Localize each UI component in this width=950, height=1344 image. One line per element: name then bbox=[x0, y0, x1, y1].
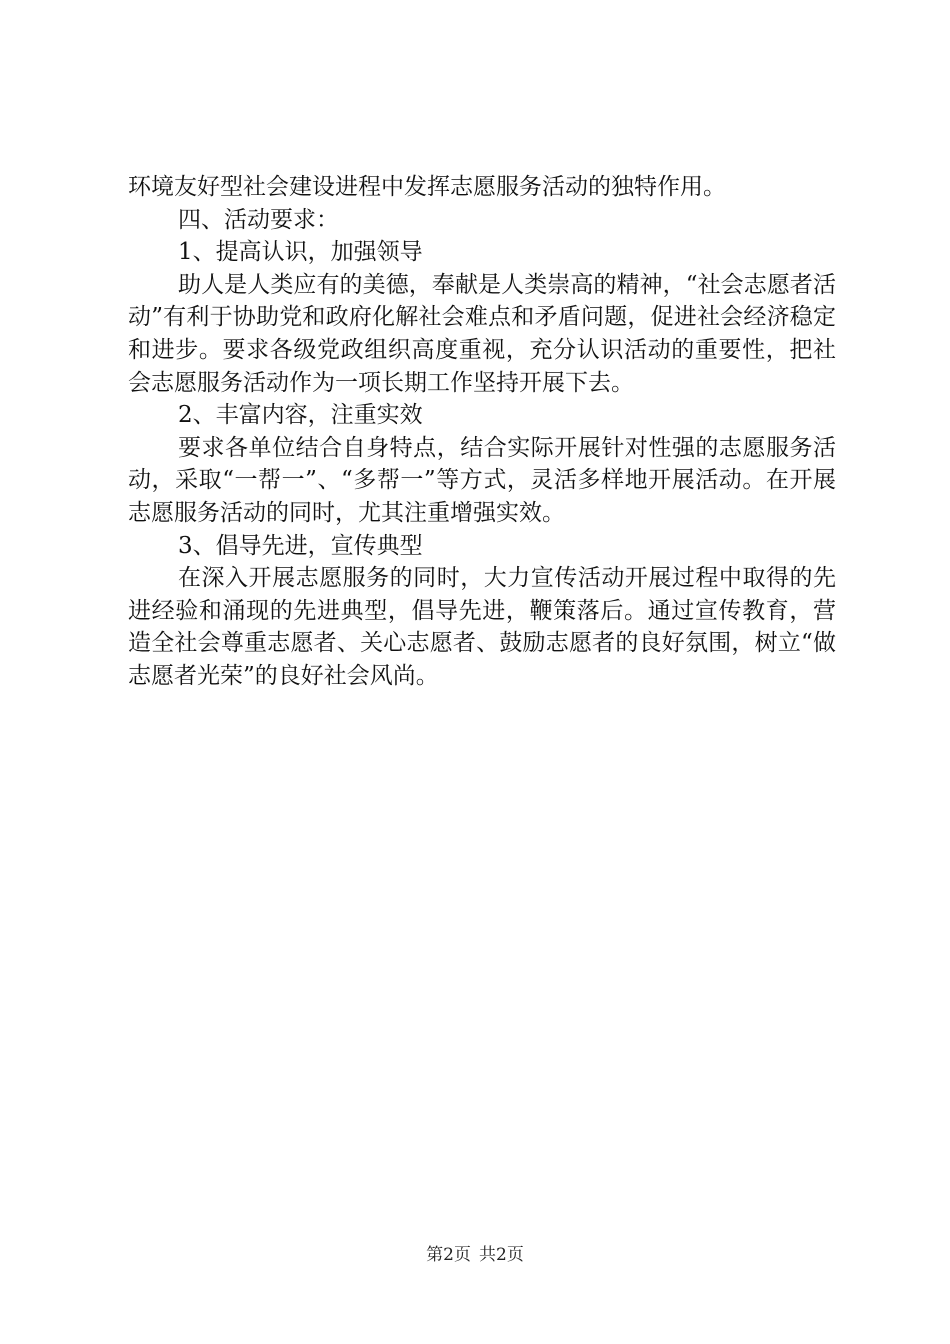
page-number: 第2页 bbox=[426, 1245, 471, 1265]
paragraph-content: 要求各单位结合自身特点，结合实际开展针对性强的志愿服务活动，采取“一帮一”、“多帮一”等方式，灵活多样地开展活动。在开展志愿服务活动的同时，尤其注重增强实效。 bbox=[128, 434, 836, 526]
page-footer bbox=[0, 1244, 950, 1266]
paragraph-continuation: 环境友好型社会建设进程中发挥志愿服务活动的独特作用。 bbox=[128, 174, 726, 200]
section-heading-requirements: 四、活动要求： bbox=[178, 206, 339, 233]
subheading-awareness: 1、提高认识，加强领导 bbox=[178, 239, 423, 266]
paragraph-awareness: 助人是人类应有的美德，奉献是人类崇高的精神，“社会志愿者活动”有利于协助党和政府化解社会难点和矛盾问题，促进社会经济稳定和进步。要求各级党政组织高度重视，充分认识活动的重要性，把社会志愿服务活动作为一项长期工作坚持开展下去。 bbox=[128, 271, 836, 396]
subheading-content: 2、丰富内容，注重实效 bbox=[178, 402, 423, 429]
paragraph-advocacy: 在深入开展志愿服务的同时，大力宣传活动开展过程中取得的先进经验和涌现的先进典型，倡导先进，鞭策落后。通过宣传教育，营造全社会尊重志愿者、关心志愿者、鼓励志愿者的良好氛围，树立“做志愿者光荣”的良好社会风尚。 bbox=[128, 565, 836, 689]
subheading-advocacy: 3、倡导先进，宣传典型 bbox=[178, 532, 423, 559]
document-body bbox=[128, 171, 836, 693]
page-total: 共2页 bbox=[479, 1245, 524, 1265]
